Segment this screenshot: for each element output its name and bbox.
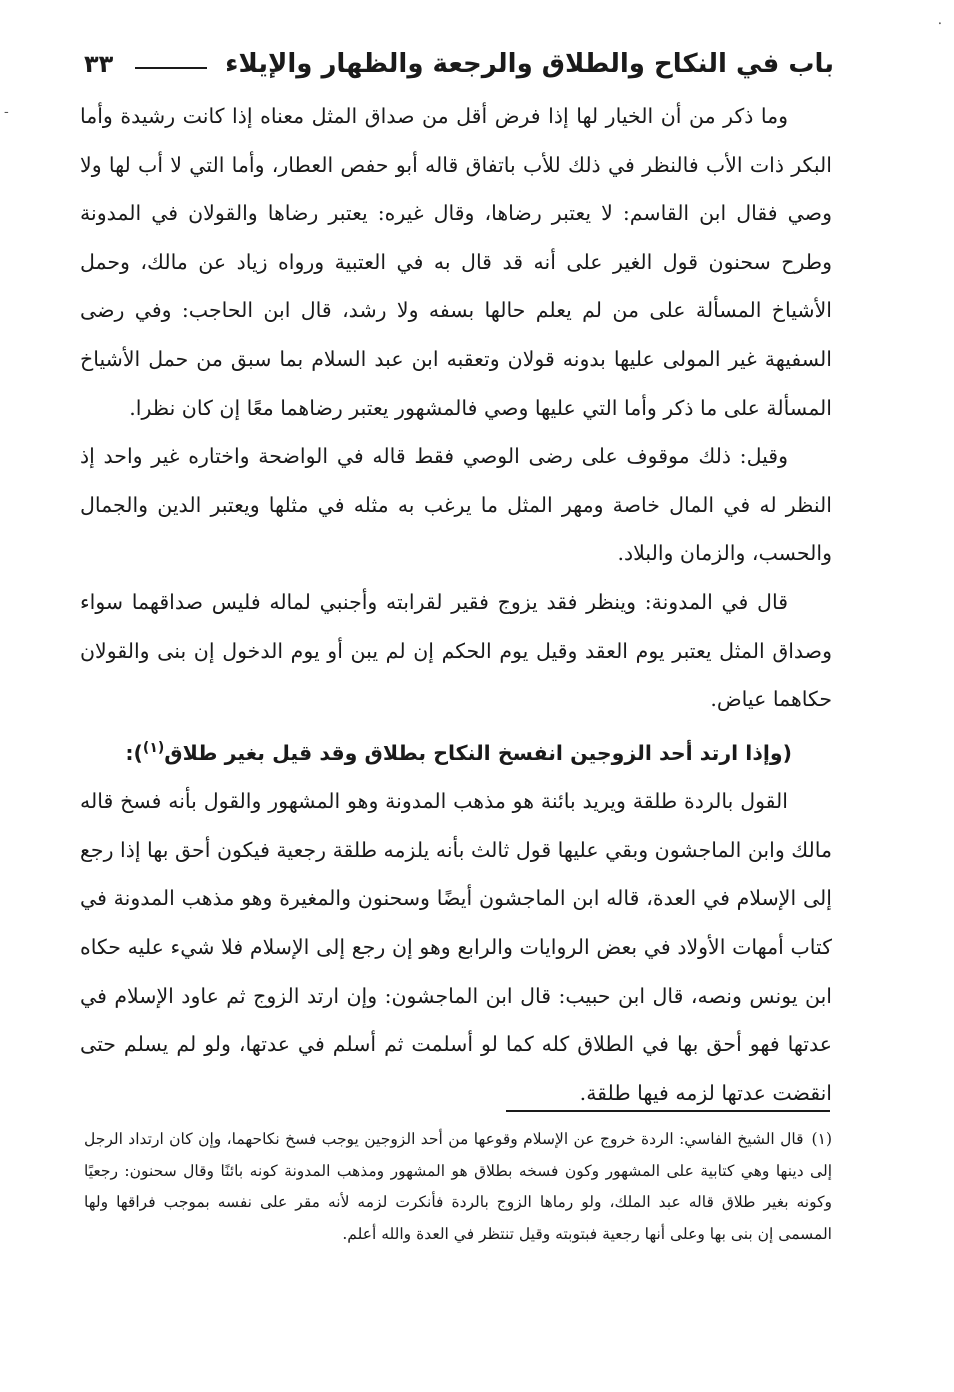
running-header: [84, 44, 834, 84]
page-number: ٣٣: [84, 50, 114, 78]
paragraph: وما ذكر من أن الخيار لها إذا فرض أقل من صداق المثل معناه إذا كانت رشيدة وأما البكر ذات الأب فالنظر في ذلك للأب باتفاق قاله أبو حفص العطار، وأما التي لا أب لها ولا وصي فقال ابن القاسم: لا يعتبر رضاها، وقال غيره: يعتبر رضاها والقولان في المدونة وطرح سحنون قول الغير على أنه قد قال به في العتبية ورواه زياد عن مالك، وحمل الأشياخ المسألة على من لم يعلم حالها بسفه ولا رشد، قال ابن الحاجب: وفي رضى السفيهة غير المولى عليها بدونه قولان وتعقبه ابن عبد السلام بما سبق من حمل الأشياخ المسألة على ما ذكر وأما التي عليها وصي فالمشهور يعتبر رضاهما معًا إن كان نظرا.: [80, 104, 832, 420]
section-heading-end: ):: [125, 740, 143, 765]
main-text: [80, 92, 832, 1117]
paragraph: القول بالردة طلقة ويريد بائنة هو مذهب المدونة وهو المشهور والقول بأنه فسخ قاله مالك وابن الماجشون وبقي عليها قول ثالث بأنه يلزمه طلقة رجعية فيكون أحق بها إذا رجع إلى الإسلام في العدة، قاله ابن الماجشون أيضًا وسحنون والمغيرة وهو مذهب المدونة في كتاب أمهات الأولاد في بعض الروايات والرابع وهو إن رجع إلى الإسلام فلا شيء عليه حكاه ابن يونس ونصه، قال ابن حبيب: قال ابن الماجشون: وإن ارتد الزوج ثم عاود الإسلام في عدتها فهو أحق بها في الطلاق كله كما لو أسلمت ثم أسلم في عدتها، ولو لم يسلم حتى انقضت عدتها لزمه فيها طلقة.: [80, 789, 832, 1105]
footnote-marker: (١): [811, 1130, 832, 1148]
header-rule: [135, 67, 207, 69]
section-heading-text: (وإذا ارتد أحد الزوجين انفسخ النكاح بطلاق وقد قيل بغير طلاق: [164, 740, 792, 765]
footnote-text: قال الشيخ الفاسي: الردة خروج عن الإسلام وقوعها من أحد الزوجين يوجب فسخ نكاحهما، وإن كان ارتداد الرجل إلى دينها وهي كتابية على المشهور وكون فسخه بطلاق هو المشهور ومذهب المدونة كونه بائنًا وقال سحنون: رجعيًا وكونه بغير طلاق قاله عبد الملك، ولو رماها الزوج بالردة فأنكرت لزمه لأنه مقر على نفسه بموجب فراقها ولها المسمى إن بنى بها وعلى أنها رجعية فبتوبته وقيل تنتظر في العدة والله أعلم.: [84, 1130, 832, 1243]
footnote-separator: [506, 1110, 830, 1112]
chapter-title: باب في النكاح والطلاق والرجعة والظهار والإيلاء: [225, 49, 834, 79]
footnote: [84, 1124, 832, 1250]
footnote-paragraph: [84, 1124, 832, 1250]
paragraph: قال في المدونة: وينظر فقد يزوج فقير لقرابته وأجنبي لماله فليس صداقهما سواء وصداق المثل يعتبر يوم العقد وقيل يوم الحكم إن لم يبن أو يوم الدخول إن بنى والقولان حكاهما عياض.: [80, 589, 832, 712]
section-heading: [80, 724, 832, 777]
scan-speck: ⸱: [938, 16, 942, 32]
footnote-reference: (١): [142, 739, 165, 756]
scan-speck: -: [4, 104, 9, 120]
paragraph: وقيل: ذلك موقوف على رضى الوصي فقط قاله في الواضحة واختاره غير واحد إذ النظر له في المال خاصة ومهر المثل ما يرغب به مثله في مثلها ويعتبر الدين والجمال والحسب، والزمان والبلاد.: [80, 444, 832, 566]
